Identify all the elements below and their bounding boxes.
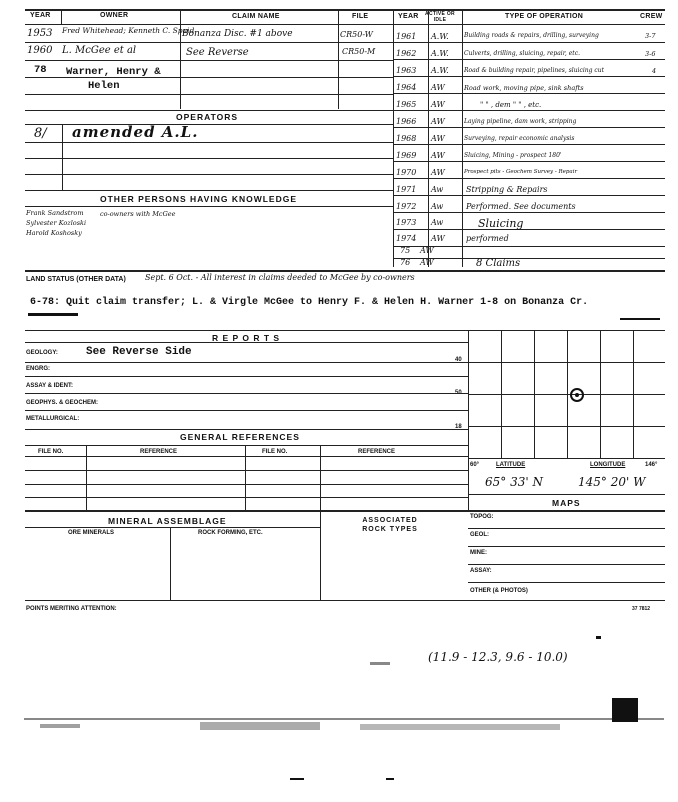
longitude-value: 145° 20' W: [578, 475, 646, 489]
report-geology-label: GEOLOGY:: [26, 350, 58, 356]
activity-year-1965: 1965: [396, 100, 417, 109]
activity-op-1971: Stripping & Repairs: [466, 185, 548, 194]
activity-year-1969: 1969: [396, 151, 417, 160]
owner-claim-1: Bonanza Disc. #1 above: [182, 29, 293, 39]
owner-year-2: 1960: [27, 45, 53, 56]
points-label: POINTS MERITING ATTENTION:: [26, 606, 117, 612]
maps-title: MAPS: [552, 498, 581, 508]
points-note: (11.9 - 12.3, 9.6 - 10.0): [428, 650, 568, 664]
owner-file-1: CR50-W: [340, 30, 373, 39]
activity-status-1968: AW: [431, 134, 445, 143]
activity-year-1964: 1964: [396, 83, 417, 92]
refs-col-ref-2: REFERENCE: [358, 449, 396, 455]
land-status-label: LAND STATUS (OTHER DATA): [26, 276, 126, 283]
activity-year-1962: 1962: [396, 49, 417, 58]
activity-status-1973: Aw: [431, 218, 444, 227]
land-status-typed: 6-78: Quit claim transfer; L. & Virgle McGee to Henry F. & Helen H. Warner 1-8 on Bonanza Cr.: [30, 297, 589, 308]
owner-name-2: L. McGee et al: [62, 45, 137, 56]
latitude-label: LATITUDE: [496, 462, 526, 468]
associated-rock-types-label: ASSOCIATED ROCK TYPES: [362, 517, 418, 533]
report-geophys-label: GEOPHYS. & GEOCHEM:: [26, 400, 99, 406]
report-engrg-label: ENGRG:: [26, 366, 50, 372]
activity-crew-1962: 3-6: [645, 50, 656, 58]
activity-year-76: 76: [400, 258, 411, 267]
operator-name: amended A.L.: [72, 123, 199, 141]
maps-mine: MINE:: [470, 550, 487, 556]
lat-left-note: 60°: [470, 462, 480, 468]
activity-crew-1963: 4: [652, 67, 657, 75]
owner-file-2: CR50-M: [342, 47, 376, 56]
activity-op-1965: " " , dem " " , etc.: [480, 101, 542, 109]
report-geology-value: See Reverse Side: [86, 346, 192, 358]
location-marker-dot-icon: [575, 393, 579, 397]
header-year-2: YEAR: [398, 13, 419, 20]
activity-status-76: AW: [420, 258, 434, 267]
other-person-2: Sylvester Kozloski: [26, 219, 87, 227]
ore-minerals-label: ORE MINERALS: [68, 530, 115, 536]
header-year: YEAR: [30, 12, 51, 19]
header-active-idle: ACTIVE OR IDLE: [425, 11, 455, 23]
other-person-3: Harold Koshosky: [26, 229, 82, 237]
report-assay-num: 50: [455, 390, 462, 396]
owner-name-3: Warner, Henry &: [66, 66, 161, 78]
points-code: 37 7812: [632, 606, 651, 612]
activity-status-1972: Aw: [431, 202, 444, 211]
activity-op-1966: Laying pipeline, dam work, stripping: [464, 118, 577, 125]
activity-year-75: 75: [400, 246, 411, 255]
activity-op-1964: Road work, moving pipe, sink shafts: [464, 84, 584, 92]
activity-status-1962: A.W.: [431, 49, 449, 58]
activity-op-1970: Prospect pits - Geochem Survey - Repair: [464, 169, 578, 175]
activity-status-1970: AW: [431, 168, 445, 177]
longitude-label: LONGITUDE: [590, 462, 626, 468]
activity-year-1966: 1966: [396, 117, 417, 126]
lon-right-note: 146°: [645, 462, 658, 468]
operator-num: 8/: [34, 126, 47, 141]
refs-col-file-2: FILE NO.: [262, 449, 288, 455]
others-note: co-owners with McGee: [100, 210, 176, 218]
report-metallurgical-num: 18: [455, 424, 462, 430]
reports-title: R E P O R T S: [212, 333, 281, 343]
report-metallurgical-label: METALLURGICAL:: [26, 416, 80, 422]
activity-status-1963: A.W.: [431, 66, 449, 75]
activity-year-1968: 1968: [396, 134, 417, 143]
maps-other: OTHER (& PHOTOS): [470, 588, 528, 594]
maps-geol: GEOL:: [470, 532, 489, 538]
activity-op-1962: Culverts, drilling, sluicing, repair, etc.: [464, 50, 580, 57]
activity-year-1961: 1961: [396, 32, 417, 41]
header-file: FILE: [352, 13, 369, 20]
owner-name-4: Helen: [88, 80, 120, 92]
activity-status-75: AW: [420, 246, 434, 255]
owner-year-3: 78: [34, 64, 47, 76]
general-references-title: GENERAL REFERENCES: [180, 432, 300, 442]
activity-status-1965: AW: [431, 100, 445, 109]
activity-op-1961: Building roads & repairs, drilling, surveying: [464, 32, 599, 39]
header-type-of-operation: TYPE OF OPERATION: [505, 13, 584, 20]
other-person-1: Frank Sandstrom: [26, 209, 84, 217]
refs-col-ref-1: REFERENCE: [140, 449, 178, 455]
activity-status-1971: Aw: [431, 185, 444, 194]
activity-year-1974: 1974: [396, 234, 417, 243]
activity-status-1969: AW: [431, 151, 445, 160]
header-owner: OWNER: [100, 12, 129, 19]
activity-status-1964: AW: [431, 83, 445, 92]
maps-topog: TOPOG:: [470, 514, 494, 520]
activity-year-1963: 1963: [396, 66, 417, 75]
refs-col-file-1: FILE NO.: [38, 449, 64, 455]
activity-op-1969: Sluicing, Mining - prospect 180': [464, 152, 562, 159]
owner-year-1: 1953: [27, 28, 53, 39]
latitude-value: 65° 33' N: [485, 475, 543, 489]
activity-op-1968: Surveying, repair economic analysis: [464, 135, 575, 142]
activity-year-1972: 1972: [396, 202, 417, 211]
header-claim-name: CLAIM NAME: [232, 13, 280, 20]
owner-claim-2: See Reverse: [186, 47, 249, 58]
activity-op-1963: Road & building repair, pipelines, sluicing cut: [464, 67, 605, 74]
activity-op-1974: performed: [466, 234, 509, 243]
activity-status-1966: AW: [431, 117, 445, 126]
activity-status-1961: A.W.: [431, 32, 449, 41]
activity-crew-1961: 3-7: [645, 32, 656, 40]
owner-name-1: Fred Whitehead; Kenneth C. Spaid: [62, 26, 195, 35]
activity-op-76: 8 Claims: [476, 258, 521, 269]
others-title: OTHER PERSONS HAVING KNOWLEDGE: [100, 194, 298, 204]
rock-forming-label: ROCK FORMING, ETC.: [198, 530, 263, 536]
report-geology-num: 40: [455, 357, 462, 363]
activity-op-1973: Sluicing: [478, 217, 524, 230]
mineral-assemblage-title: MINERAL ASSEMBLAGE: [108, 516, 227, 526]
activity-status-1974: AW: [431, 234, 445, 243]
activity-year-1971: 1971: [396, 185, 417, 194]
activity-op-1972: Performed. See documents: [466, 202, 576, 211]
report-assay-label: ASSAY & IDENT:: [26, 383, 74, 389]
activity-year-1973: 1973: [396, 218, 417, 227]
maps-assay: ASSAY:: [470, 568, 492, 574]
operators-title: OPERATORS: [176, 112, 239, 122]
activity-year-1970: 1970: [396, 168, 417, 177]
header-crew: CREW: [640, 13, 663, 20]
land-status-note: Sept. 6 Oct. - All interest in claims deeded to McGee by co-owners: [145, 273, 415, 282]
